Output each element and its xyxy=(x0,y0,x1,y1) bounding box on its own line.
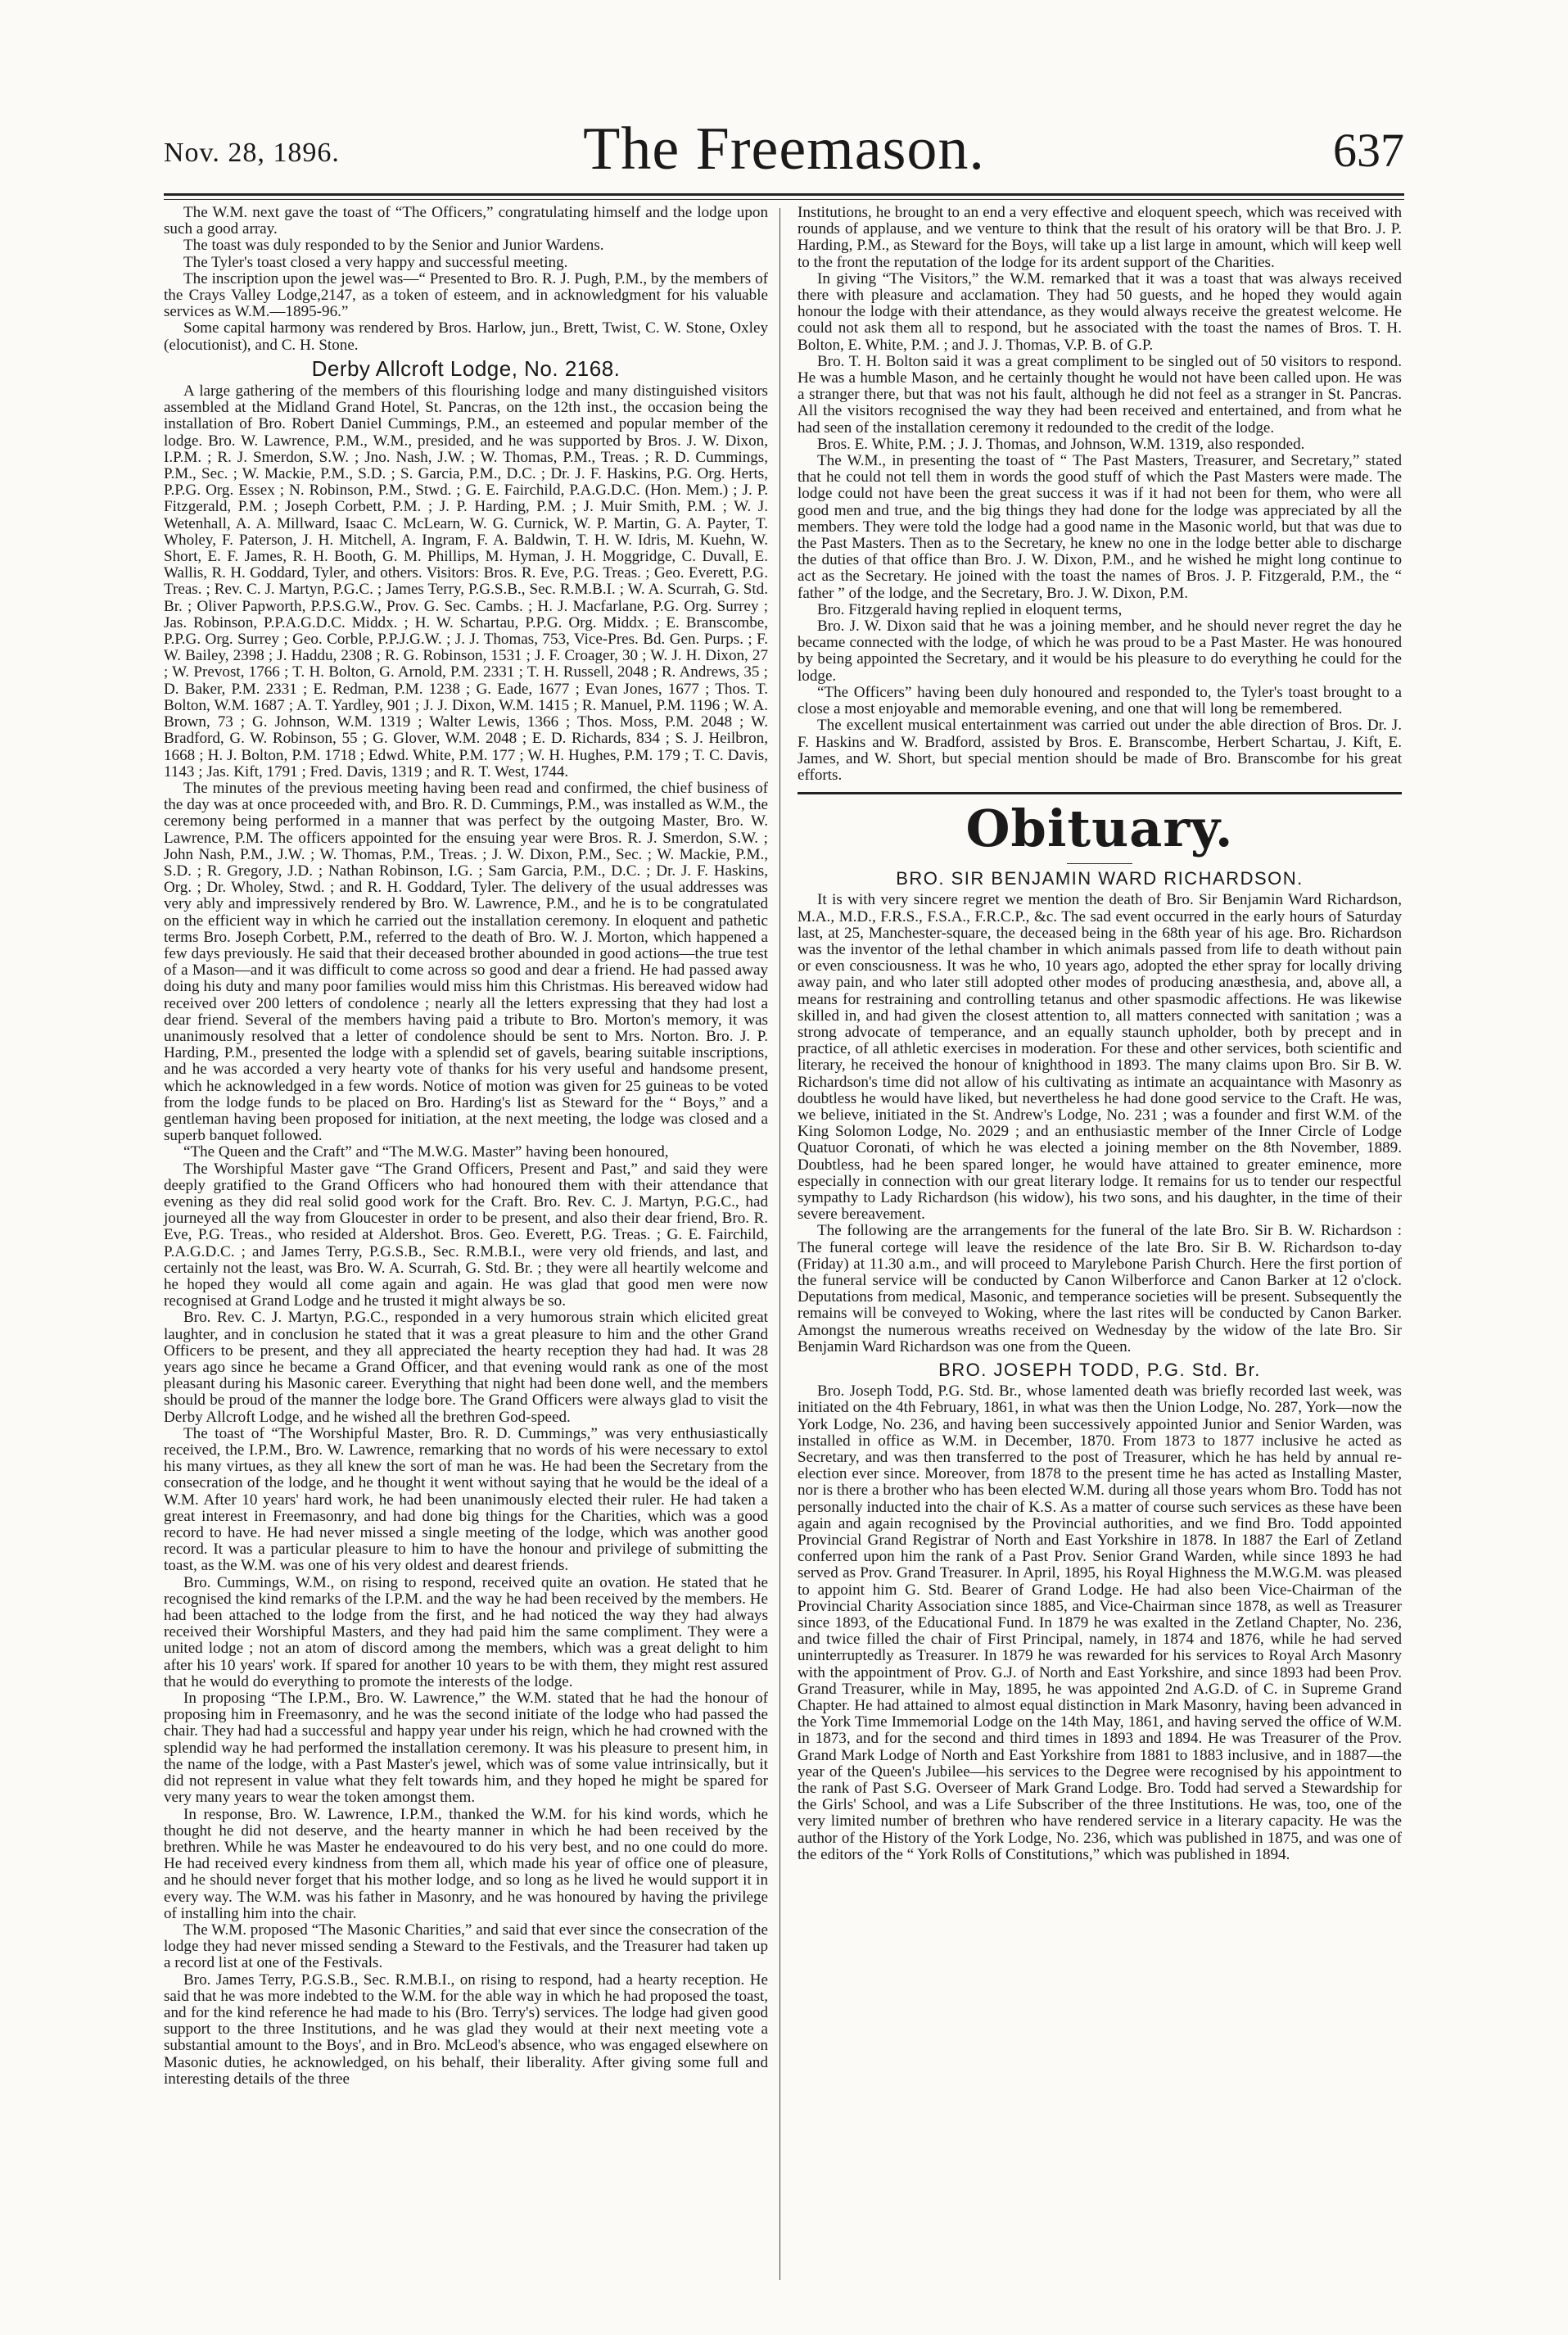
paragraph: Bros. E. White, P.M. ; J. J. Thomas, and Johnson, W.M. 1319, also responded. xyxy=(817,435,1305,453)
paragraph: Bro. J. W. Dixon said that he was a joining member, and he should never regret the day he became connected with the lodge, of which he was proud to be a Past Master. He was honoured by being appointed the Secretary, and it would be his pleasure to do everything he could for the lodge. xyxy=(798,618,1402,685)
header-rule xyxy=(164,193,1404,196)
section-rule xyxy=(798,792,1402,794)
obituary-heading: Obituary. xyxy=(965,799,1234,859)
paragraph: Bro. Fitzgerald having replied in eloquent terms, xyxy=(817,600,1123,618)
section-rule-short xyxy=(1067,863,1132,864)
paragraph: The toast of “The Worshipful Master, Bro. R. D. Cummings,” was very enthusiastically received, the I.P.M., Bro. W. Lawrence, remarking that no words of his were necessary to extol his many virtues, as they all knew the sort of man he was. He had been the Secretary from the consecration of the lodge, and he thought it went without saying that he would be the ideal of a W.M. After 10 years' hard work, he had been unanimously elected their ruler. He had taken a great interest in Freemasonry, and had done big things for the Charities, which was a good record to have. He had never missed a single meeting of the lodge, which was another good record. It was a particular pleasure to him to have the honour and privilege of submitting the toast, as the W.M. was one of his very oldest and dearest friends. xyxy=(164,1424,768,1575)
paragraph: The excellent musical entertainment was carried out under the able direction of Bros. Dr. J. F. Haskins and W. Bradford, assisted by Bros. E. Branscombe, Herbert Schartau, J. Kift, E. James, and W. Short, but special mention should be made of Bro. Branscombe for his great efforts. xyxy=(798,717,1402,784)
paragraph: The minutes of the previous meeting having been read and confirmed, the chief business of the day was at once proceeded with, and Bro. R. D. Cummings, P.M., was installed as W.M., the ceremony being performed in a manner that was perfect by the outgoing Master, Bro. W. Lawrence, P.M. The officers appointed for the ensuing year were Bros. R. J. Smerdon, S.W. ; John Nash, P.M., J.W. ; W. Thomas, P.M., Treas. ; J. W. Dixon, P.M., Sec. ; W. Mackie, P.M., S.D. ; R. Gregory, J.D. ; Nathan Robinson, I.G. ; Sam Garcia, P.M., D.C. ; Dr. J. F. Haskins, Org. ; Dr. Wholey, Stwd. ; and R. H. Goddard, Tyler. The delivery of the usual addresses was very ably and impressively rendered by Bro. W. Lawrence, P.M., and he is to be congratulated on the efficient way in which he carried out the installation ceremony. In eloquent and pathetic terms Bro. Joseph Corbett, P.M., referred to the death of Bro. W. J. Morton, which happened a few days previously. He said that their deceased brother abounded in good actions—the true test of a Mason—and it was difficult to come across so good and dear a friend. He had passed away doing his duty and many poor families would miss him this Christmas. His bereaved widow had received over 200 letters of condolence ; nearly all the letters expressing that they had lost a dear friend. Several of the members having paid a tribute to Bro. Morton's memory, it was unanimously resolved that a letter of condolence should be sent to Mrs. Norton. Bro. J. P. Harding, P.M., presented the lodge with a splendid set of gavels, bearing suitable inscriptions, and he was accorded a very hearty vote of thanks for his very useful and handsome present, which he acknowledged in a few words. Notice of motion was given for 25 guineas to be voted from the lodge funds to be placed on Bro. Harding's list as Steward for the “ Boys,” and a gentleman having been proposed for initiation, at the next meeting, the lodge was closed and a superb banquet followed. xyxy=(164,779,768,1145)
newspaper-title: The Freemason. xyxy=(583,115,985,183)
paragraph: In response, Bro. W. Lawrence, I.P.M., thanked the W.M. for his kind words, which he thought he did not deserve, and the hearty manner in which he had been received by the brethren. While he was Master he endeavoured to do his very best, and no one could do more. He had received every kindness from them all, which made his year of office one of pleasure, and he should never forget that his mother lodge, and so long as he lived he would support it in every way. The W.M. was his father in Masonry, and he was honoured by having the privilege of installing him into the chair. xyxy=(164,1805,768,1922)
column-divider xyxy=(779,208,780,2280)
paragraph: Bro. Cummings, W.M., on rising to respond, received quite an ovation. He stated that he recognised the kind remarks of the I.P.M. and the way he had been received by the members. He had been attached to the lodge from the first, and he had noticed the way they had always received their Worshipful Masters, and they had paid him the same compliment. They were a united lodge ; not an atom of discord among the members, which was a great delight to him after his 10 years' work. If spared for another 10 years to be with them, they might rest assured that he would do everything to promote the interests of the lodge. xyxy=(164,1573,768,1690)
paragraph: In proposing “The I.P.M., Bro. W. Lawrence,” the W.M. stated that he had the honour of proposing him in Freemasonry, and he was the second initiate of the lodge who had passed the chair. They had had a successful and happy year under his reign, which he had crowned with the splendid way he had performed the installation ceremony. It was his pleasure to present him, in the name of the lodge, with a Past Master's jewel, which was of some value intrinsically, but it did not represent in value what they felt towards him, and they hoped he might be spared for very many years to wear the token amongst them. xyxy=(164,1690,768,1807)
header-rule-thin xyxy=(164,199,1404,200)
paragraph: “The Queen and the Craft” and “The M.W.G. Master” having been honoured, xyxy=(183,1143,669,1161)
issue-date: Nov. 28, 1896. xyxy=(164,138,340,168)
paragraph: Bro. Joseph Todd, P.G. Std. Br., whose lamented death was briefly recorded last week, was initiated on the 4th February, 1861, in what was then the Union Lodge, No. 287, York—now the York Lodge, No. 236, and having been successively appointed Junior and Senior Warden, was installed in office as W.M. in December, 1870. From 1873 to 1877 inclusive he acted as Secretary, and was then transferred to the post of Treasurer, which he has held by annual re-election ever since. Moreover, from 1878 to the present time he has acted as Installing Master, nor is there a brother who has been elected W.M. during all those years whom Bro. Todd has not personally inducted into the chair of K.S. As a matter of course such services as these have been again and again recognised by the Provincial authorities, and we find Bro. Todd appointed Provincial Grand Registrar of North and East Yorkshire in 1878. In 1887 the Earl of Zetland conferred upon him the rank of a Past Prov. Senior Grand Warden, while since 1893 he had served as Prov. Grand Treasurer. In April, 1895, his Royal Highness the M.W.G.M. was pleased to appoint him G. Std. Bearer of Grand Lodge. He had also been Vice-Chairman of the Provincial Charity Association since 1885, and Vice-Chairman since 1878, as well as Treasurer since 1893, of the Educational Fund. In 1879 he was exalted in the Zetland Chapter, No. 236, and twice filled the chair of First Principal, namely, in 1874 and 1876, while he had served uninterruptedly as Treasurer. In 1879 he was rewarded for his services to Royal Arch Masonry with the appointment of Prov. G.J. of North and East Yorkshire, and since 1893 had been Prov. Grand Treasurer, while in May, 1895, he was appointed 2nd A.G.D. of C. in Supreme Grand Chapter. He had attained to almost equal distinction in Mark Masonry, having been advanced in the York Time Immemorial Lodge on the 14th May, 1861, and having served the office of W.M. in 1873, and for the second and third times in 1893 and 1894. He was Treasurer of the Prov. Grand Mark Lodge of North and East Yorkshire from 1881 to 1883 inclusive, and in 1887—the year of the Queen's Jubilee—his services to the Degree were recognised by his appointment to the rank of Past S.G. Overseer of Mark Grand Lodge. Bro. Todd had served a Stewardship for the Girls' School, and was a Life Subscriber of the three Institutions. He was, too, one of the very limited number of brethren who have rendered service in a literary capacity. He was the author of the History of the York Lodge, No. 236, which was published in 1875, and was one of the editors of the “ York Rolls of Constitutions,” which was published in 1894. xyxy=(798,1382,1402,1863)
paragraph: The Tyler's toast closed a very happy and successful meeting. xyxy=(183,253,568,271)
paragraph: The W.M., in presenting the toast of “ The Past Masters, Treasurer, and Secretary,” stated that he could not tell them in words the good stuff of which the Past Masters were made. The lodge could not have been the great success it was if it had not been for them, who were all good men and true, and the big things they had done for the lodge was appreciated by all the members. They were told the lodge had a good name in the Masonic world, but that was due to the Past Masters. Then as to the Secretary, he knew no one in the lodge better able to discharge the duties of that office than Bro. J. W. Dixon, P.M., and he wished he might long continue to act as the Secretary. He joined with the toast the names of Bros. J. P. Fitzgerald, P.M., the “ father ” of the lodge, and the Secretary, Bro. J. W. Dixon, P.M. xyxy=(798,452,1402,602)
paragraph: A large gathering of the members of this flourishing lodge and many distinguished visitors assembled at the Midland Grand Hotel, St. Pancras, on the 12th inst., the occasion being the installation of Bro. Robert Daniel Cummings, P.M., an esteemed and popular member of the lodge. Bro. W. Lawrence, P.M., W.M., presided, and he was supported by Bros. J. W. Dixon, I.P.M. ; R. J. Smerdon, S.W. ; Jno. Nash, J.W. ; W. Thomas, P.M., Treas. ; R. D. Cummings, P.M., Sec. ; W. Mackie, P.M., S.D. ; S. Garcia, P.M., D.C. ; Dr. J. F. Haskins, P.G. Org. Herts, P.P.G. Org. Essex ; N. Robinson, P.M., Stwd. ; G. E. Fairchild, P.A.G.D.C. (Hon. Mem.) ; J. P. Fitzgerald, P.M. ; Joseph Corbett, P.M. ; J. P. Harding, P.M. ; J. Muir Smith, P.M. ; W. J. Wetenhall, A. A. Millward, Isaac C. McLearn, W. G. Curnick, W. P. Martin, G. A. Payter, T. Wholey, F. Paterson, J. H. Mitchell, A. Ingram, F. A. Baldwin, T. H. W. Idris, M. Kuehn, W. Short, E. F. James, R. H. Booth, G. M. Phillips, M. Hyman, J. H. Moggridge, C. Duvall, E. Wallis, R. H. Goddard, Tyler, and others. Visitors: Bros. R. Eve, P.G. Treas. ; Geo. Everett, P.G. Treas. ; Rev. C. J. Martyn, P.G.C. ; James Terry, P.G.S.B., Sec. R.M.B.I. ; W. A. Scurrah, G. Std. Br. ; Oliver Papworth, P.P.S.G.W., Prov. G. Sec. Cambs. ; H. J. Macfarlane, P.G. Org. Surrey ; Jas. Robinson, P.P.A.G.D.C. Middx. ; H. W. Schartau, P.P.G. Org. Middx. ; E. Branscombe, P.P.G. Org. Surrey ; Geo. Corble, P.P.J.G.W. ; J. J. Thomas, 753, Vice-Pres. Bd. Gen. Purps. ; F. W. Bailey, 2398 ; J. Haddu, 2308 ; R. G. Robinson, 1531 ; J. F. Croager, 30 ; W. J. H. Dixon, 27 ; W. Prevost, 1766 ; T. H. Bolton, G. Arnold, P.M. 2331 ; T. H. Russell, 2048 ; R. Andrews, 35 ; D. Baker, P.M. 2331 ; E. Redman, P.M. 1238 ; G. Eade, 1677 ; Evan Jones, 1677 ; Thos. T. Bolton, W.M. 1687 ; A. T. Yardley, 901 ; J. J. Dixon, W.M. 1415 ; R. Manuel, P.M. 1196 ; W. A. Brown, 73 ; G. Johnson, W.M. 1319 ; Walter Lewis, 1366 ; Thos. Moss, P.M. 2048 ; W. Bradford, G. W. Robinson, 55 ; G. Glover, W.M. 2048 ; E. D. Richards, 834 ; S. J. Heilbron, 1668 ; H. J. Bolton, P.M. 1718 ; Edwd. White, P.M. 177 ; W. H. Hughes, P.M. 179 ; T. C. Davis, 1143 ; Jas. Kift, 1791 ; Fred. Davis, 1319 ; and R. T. West, 1744. xyxy=(164,382,768,781)
masthead xyxy=(164,115,1404,197)
paragraph: In giving “The Visitors,” the W.M. remarked that it was a toast that was always received there with pleasure and acclamation. They had 50 guests, and he hoped they would again honour the lodge with their attendance, as they would always receive the greatest welcome. He could not ask them all to respond, but he associated with the toast the names of Bros. T. H. Bolton, E. White, P.M. ; and J. J. Thomas, V.P. B. of G.P. xyxy=(798,269,1402,354)
paragraph: Institutions, he brought to an end a very effective and eloquent speech, which was received with rounds of applause, and we venture to think that the result of his oratory will be that Bro. J. P. Harding, P.M., as Steward for the Boys, will take up a list large in amount, which will keep well to the front the reputation of the lodge for its ardent support of the Charities. xyxy=(798,204,1402,271)
paragraph: Bro. Rev. C. J. Martyn, P.G.C., responded in a very humorous strain which elicited great laughter, and in conclusion he stated that it was a great pleasure to him and the other Grand Officers to be present, and they all appreciated the hearty reception they had had. It was 28 years ago since he became a Grand Officer, and that evening would rank as one of the most pleasant during his Masonic career. Everything that night had been done well, and the members should be proud of the manner the lodge bore. The Grand Officers were always glad to visit the Derby Allcroft Lodge, and he wished all the brethren God-speed. xyxy=(164,1309,768,1426)
paragraph: “The Officers” having been duly honoured and responded to, the Tyler's toast brought to a close a most enjoyable and memorable evening, and one that will long be remembered. xyxy=(798,683,1402,718)
paragraph: Some capital harmony was rendered by Bros. Harlow, jun., Brett, Twist, C. W. Stone, Oxley (elocutionist), and C. H. Stone. xyxy=(164,319,768,354)
paragraph: The toast was duly responded to by the Senior and Junior Wardens. xyxy=(183,237,604,255)
paragraph: The inscription upon the jewel was—“ Presented to Bro. R. J. Pugh, P.M., by the members of the Crays Valley Lodge,2147, as a token of esteem, and in acknowledgment for his valuable services as W.M.—1895-96.” xyxy=(164,269,768,321)
lodge-heading: Derby Allcroft Lodge, No. 2168. xyxy=(311,355,621,381)
paragraph: The W.M. proposed “The Masonic Charities,” and said that ever since the consecration of the lodge they had never missed sending a Steward to the Festivals, and the Treasurer had taken up a record list at one of the Festivals. xyxy=(164,1921,768,1972)
right-column xyxy=(798,205,1402,1863)
richardson-heading: BRO. SIR BENJAMIN WARD RICHARDSON. xyxy=(896,868,1304,889)
todd-heading: BRO. JOSEPH TODD, P.G. Std. Br. xyxy=(938,1360,1261,1380)
page-number: 637 xyxy=(1333,124,1404,177)
paragraph: Bro. T. H. Bolton said it was a great compliment to be singled out of 50 visitors to respond. He was a humble Mason, and he certainly thought he would not have been called upon. He was a stranger there, but that was not his fault, although he did not feel as a stranger in St. Pancras. All the visitors recognised the way they had been received and entertained, and from what he had seen of the installation ceremony it redounded to the credit of the lodge. xyxy=(798,352,1402,437)
paragraph: The Worshipful Master gave “The Grand Officers, Present and Past,” and said they were deeply gratified to the Grand Officers who had honoured them with their attendance that evening as they did real solid good work for the Craft. Bro. Rev. C. J. Martyn, P.G.C., had journeyed all the way from Gloucester in order to be present, and also their dear friend, Bro. R. Eve, P.G. Treas., who resided at Aldershot. Bros. Geo. Everett, P.G. Treas. ; G. E. Fairchild, P.A.G.D.C. ; and James Terry, P.G.S.B., Sec. R.M.B.I., were very old friends, and last, and certainly not the least, was Bro. W. A. Scurrah, G. Std. Br. ; they were all heartily welcome and he hoped they would all come again and again. He was glad that good men were now recognised at Grand Lodge and he trusted it might always be so. xyxy=(164,1160,768,1310)
paragraph: It is with very sincere regret we mention the death of Bro. Sir Benjamin Ward Richardson, M.A., M.D., F.R.S., F.S.A., F.R.C.P., &c. The sad event occurred in the early hours of Saturday last, at 25, Manchester-square, the deceased being in the 68th year of his age. Bro. Richardson was the inventor of the lethal chamber in which animals passed from life to death without pain or even consciousness. It was he who, 10 years ago, adopted the ether spray for locally driving away pain, and who later still adopted other modes of producing anæsthesia, and, above all, a means for restraining and controlling tetanus and other spasmodic affections. He was likewise skilled in, and had given the closest attention to, all matters connected with sanitation ; was a strong advocate of temperance, and an equally staunch upholder, both by precept and in practice, of all athletic exercises in moderation. For these and other services, both scientific and literary, he received the honour of knighthood in 1893. The many claims upon Bro. Sir B. W. Richardson's time did not allow of his cultivating as intimate an acquaintance with Masonry as doubtless he would have liked, but nevertheless he had done good service to the Craft. He was, we believe, initiated in the St. Andrew's Lodge, No. 231 ; was a founder and first W.M. of the King Solomon Lodge, No. 2029 ; and an enthusiastic member of the Inner Circle of Lodge Quatuor Coronati, of which he was elected a joining member on the 8th November, 1889. Doubtless, had he been spared longer, he would have attained to greater eminence, more especially in connection with our great literary lodge. It remains for us to tender our respectful sympathy to Lady Richardson (his widow), his two sons, and his daughter, in the time of their severe bereavement. xyxy=(798,891,1402,1224)
left-column xyxy=(164,205,768,2088)
paragraph: The following are the arrangements for the funeral of the late Bro. Sir B. W. Richardson : The funeral cortege will leave the residence of the late Bro. Sir B. W. Richardson to-day (Friday) at 11.30 a.m., and will proceed to Marylebone Parish Church. Here the first portion of the funeral service will be conducted by Canon Wilberforce and Canon Barker at 12 o'clock. Deputations from medical, Masonic, and temperance societies will be present. Subsequently the remains will be conveyed to Woking, where the last rites will be conducted by Canon Barker. Amongst the numerous wreaths received on Wednesday by the widow of the late Bro. Sir Benjamin Ward Richardson was one from the Queen. xyxy=(798,1222,1402,1355)
paragraph: The W.M. next gave the toast of “The Officers,” congratulating himself and the lodge upon such a good array. xyxy=(164,204,768,238)
paragraph: Bro. James Terry, P.G.S.B., Sec. R.M.B.I., on rising to respond, had a hearty reception. He said that he was more indebted to the W.M. for the able way in which he had proposed the toast, and for the kind reference he had made to his (Bro. Terry's) services. The lodge had given good support to the three Institutions, and he was glad they would at their next meeting vote a substantial amount to the Boys', and in Bro. McLeod's absence, who was engaged elsewhere on Masonic duties, he acknowledged, on his behalf, their liberality. After giving some full and interesting details of the three xyxy=(164,1971,768,2088)
